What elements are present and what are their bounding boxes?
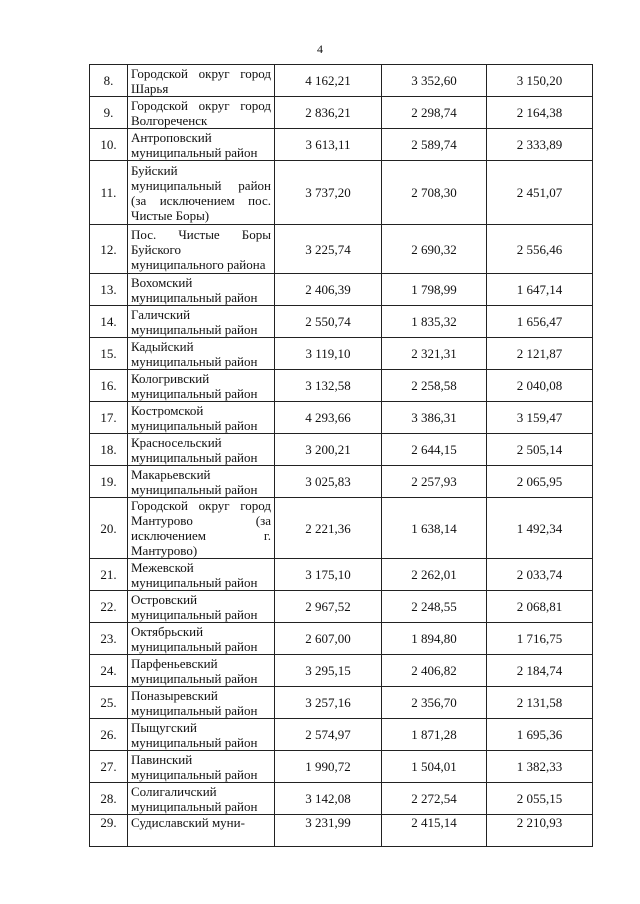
value-col-2: 1 638,14 [382, 498, 487, 559]
value-col-1: 2 836,21 [275, 97, 382, 129]
table-row [90, 655, 593, 687]
value-col-1: 2 550,74 [275, 306, 382, 338]
value-col-3: 1 695,36 [487, 719, 593, 751]
value-col-3: 3 150,20 [487, 65, 593, 97]
table-row [90, 306, 593, 338]
value-col-2: 3 352,60 [382, 65, 487, 97]
value-col-2: 3 386,31 [382, 402, 487, 434]
row-number: 13. [90, 274, 128, 306]
municipality-name: Антроповский муниципальный район [128, 129, 275, 161]
value-col-2: 1 504,01 [382, 751, 487, 783]
row-number: 12. [90, 225, 128, 274]
municipality-name: Островский муниципальный район [128, 591, 275, 623]
municipality-name: Пыщугский муниципальный район [128, 719, 275, 751]
value-col-2: 2 248,55 [382, 591, 487, 623]
municipality-name: Костромской муниципальный район [128, 402, 275, 434]
value-col-2: 2 708,30 [382, 161, 487, 225]
value-col-1: 3 231,99 [275, 815, 382, 847]
value-col-1: 2 406,39 [275, 274, 382, 306]
table-row [90, 687, 593, 719]
table-row [90, 402, 593, 434]
value-col-2: 2 415,14 [382, 815, 487, 847]
value-col-2: 2 644,15 [382, 434, 487, 466]
row-number: 16. [90, 370, 128, 402]
value-col-3: 2 451,07 [487, 161, 593, 225]
municipality-name: Павинский муниципальный район [128, 751, 275, 783]
table-row [90, 370, 593, 402]
row-number: 29. [90, 815, 128, 847]
table-row [90, 751, 593, 783]
row-number: 27. [90, 751, 128, 783]
value-col-1: 3 142,08 [275, 783, 382, 815]
value-col-2: 1 835,32 [382, 306, 487, 338]
value-col-1: 2 607,00 [275, 623, 382, 655]
municipality-name: Городской округ город Мантурово (за исключением г. Мантурово) [128, 498, 275, 559]
value-col-2: 2 589,74 [382, 129, 487, 161]
municipality-name: Вохомский муниципальный район [128, 274, 275, 306]
row-number: 8. [90, 65, 128, 97]
table-row [90, 559, 593, 591]
value-col-3: 1 647,14 [487, 274, 593, 306]
municipality-name: Солигаличский муниципальный район [128, 783, 275, 815]
value-col-3: 2 131,58 [487, 687, 593, 719]
value-col-2: 2 257,93 [382, 466, 487, 498]
value-col-1: 2 574,97 [275, 719, 382, 751]
value-col-1: 3 025,83 [275, 466, 382, 498]
table-row [90, 783, 593, 815]
value-col-3: 2 333,89 [487, 129, 593, 161]
value-col-3: 2 505,14 [487, 434, 593, 466]
value-col-3: 2 210,93 [487, 815, 593, 847]
value-col-1: 3 119,10 [275, 338, 382, 370]
municipality-name: Макарьевский муниципальный район [128, 466, 275, 498]
municipality-name: Городской округ город Шарья [128, 65, 275, 97]
value-col-2: 2 298,74 [382, 97, 487, 129]
value-col-1: 4 162,21 [275, 65, 382, 97]
value-col-3: 2 164,38 [487, 97, 593, 129]
value-col-3: 2 055,15 [487, 783, 593, 815]
value-col-3: 1 656,47 [487, 306, 593, 338]
municipality-name: Кологривский муниципальный район [128, 370, 275, 402]
value-col-1: 3 200,21 [275, 434, 382, 466]
value-col-3: 2 121,87 [487, 338, 593, 370]
table-row [90, 338, 593, 370]
value-col-2: 2 258,58 [382, 370, 487, 402]
value-col-3: 2 068,81 [487, 591, 593, 623]
value-col-2: 1 894,80 [382, 623, 487, 655]
value-col-3: 3 159,47 [487, 402, 593, 434]
municipality-name: Кадыйский муниципальный район [128, 338, 275, 370]
table-row [90, 274, 593, 306]
row-number: 25. [90, 687, 128, 719]
page-number: 4 [317, 42, 323, 56]
row-number: 21. [90, 559, 128, 591]
value-col-1: 3 132,58 [275, 370, 382, 402]
value-col-1: 3 613,11 [275, 129, 382, 161]
row-number: 17. [90, 402, 128, 434]
value-col-2: 2 262,01 [382, 559, 487, 591]
row-number: 19. [90, 466, 128, 498]
row-number: 24. [90, 655, 128, 687]
table-row [90, 434, 593, 466]
table-row [90, 591, 593, 623]
value-col-2: 1 798,99 [382, 274, 487, 306]
row-number: 18. [90, 434, 128, 466]
tariff-table [89, 64, 593, 847]
municipality-name: Красносельский муниципальный район [128, 434, 275, 466]
municipality-name: Галичский муниципальный район [128, 306, 275, 338]
value-col-2: 1 871,28 [382, 719, 487, 751]
value-col-2: 2 321,31 [382, 338, 487, 370]
table-row [90, 466, 593, 498]
municipality-name: Поназыревский муниципальный район [128, 687, 275, 719]
table-row [90, 65, 593, 97]
value-col-2: 2 272,54 [382, 783, 487, 815]
municipality-name: Пос. Чистые Боры Буйского муниципального района [128, 225, 275, 274]
table-row [90, 719, 593, 751]
municipality-name: Буйский муниципальный район (за исключением пос. Чистые Боры) [128, 161, 275, 225]
value-col-3: 2 556,46 [487, 225, 593, 274]
row-number: 9. [90, 97, 128, 129]
value-col-1: 2 221,36 [275, 498, 382, 559]
row-number: 22. [90, 591, 128, 623]
table-row [90, 97, 593, 129]
table-row [90, 129, 593, 161]
value-col-3: 1 382,33 [487, 751, 593, 783]
row-number: 14. [90, 306, 128, 338]
table-row [90, 161, 593, 225]
table-row [90, 815, 593, 847]
municipality-name: Судиславский муни- [128, 815, 275, 847]
value-col-2: 2 690,32 [382, 225, 487, 274]
row-number: 23. [90, 623, 128, 655]
value-col-3: 1 716,75 [487, 623, 593, 655]
row-number: 15. [90, 338, 128, 370]
municipality-name: Городской округ город Волгореченск [128, 97, 275, 129]
value-col-3: 2 184,74 [487, 655, 593, 687]
value-col-3: 1 492,34 [487, 498, 593, 559]
value-col-1: 3 737,20 [275, 161, 382, 225]
value-col-1: 3 257,16 [275, 687, 382, 719]
municipality-name: Парфеньевский муниципальный район [128, 655, 275, 687]
value-col-1: 3 175,10 [275, 559, 382, 591]
table-row [90, 623, 593, 655]
row-number: 26. [90, 719, 128, 751]
municipality-name: Октябрьский муниципальный район [128, 623, 275, 655]
value-col-2: 2 356,70 [382, 687, 487, 719]
row-number: 10. [90, 129, 128, 161]
value-col-1: 3 295,15 [275, 655, 382, 687]
municipality-name: Межевской муниципальный район [128, 559, 275, 591]
value-col-1: 3 225,74 [275, 225, 382, 274]
table-row [90, 498, 593, 559]
row-number: 20. [90, 498, 128, 559]
value-col-3: 2 033,74 [487, 559, 593, 591]
value-col-3: 2 065,95 [487, 466, 593, 498]
value-col-1: 1 990,72 [275, 751, 382, 783]
table-row [90, 225, 593, 274]
value-col-1: 2 967,52 [275, 591, 382, 623]
value-col-2: 2 406,82 [382, 655, 487, 687]
value-col-1: 4 293,66 [275, 402, 382, 434]
row-number: 28. [90, 783, 128, 815]
row-number: 11. [90, 161, 128, 225]
value-col-3: 2 040,08 [487, 370, 593, 402]
